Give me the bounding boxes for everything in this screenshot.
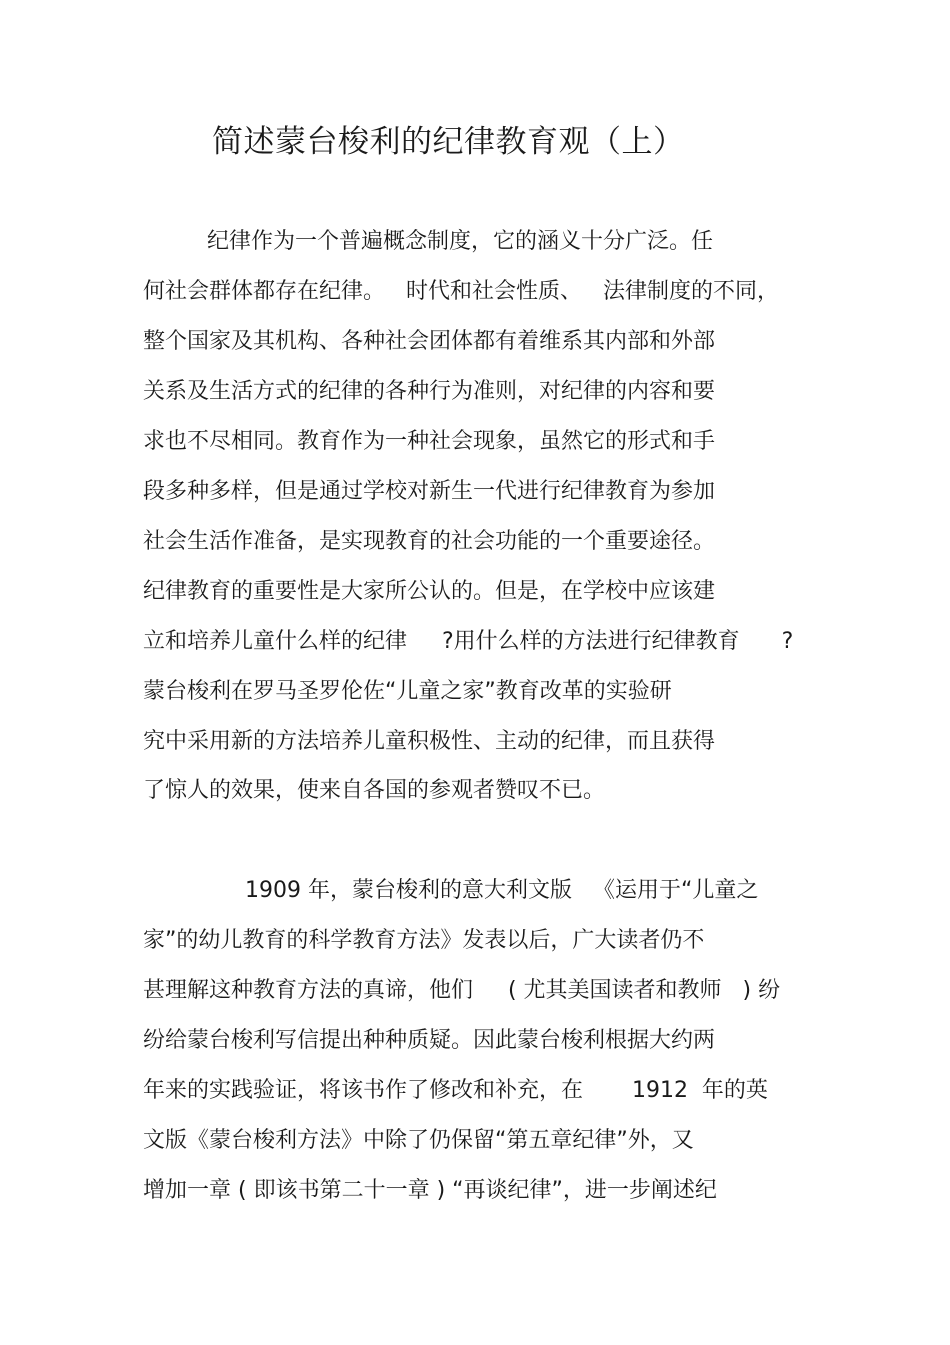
paragraph-2-line-3: 甚理解这种教育方法的真谛，他们 ( 尤其美国读者和教师 ) 纷 (143, 978, 781, 1003)
paragraph-2-line-5: 年来的实践验证，将该书作了修改和补充，在 1912 年的英 (143, 1078, 768, 1103)
paragraph-1-line-7: 社会生活作准备，是实现教育的社会功能的一个重要途径。 (143, 529, 716, 554)
paragraph-2-line-6: 文版《蒙台梭利方法》中除了仍保留“第五章纪律”外，又 (143, 1128, 694, 1153)
paragraph-1-line-12: 了惊人的效果，使来自各国的参观者赞叹不已。 (143, 778, 606, 803)
paragraph-1-line-11: 究中采用新的方法培养儿童积极性、主动的纪律，而且获得 (143, 729, 716, 754)
paragraph-1-line-8: 纪律教育的重要性是大家所公认的。但是，在学校中应该建 (143, 579, 716, 604)
paragraph-1-line-6: 段多种多样，但是通过学校对新生一代进行纪律教育为参加 (143, 479, 716, 504)
paragraph-2-line-1: 1909 年，蒙台梭利的意大利文版 《运用于“儿童之 (245, 878, 759, 903)
paragraph-1-line-3: 整个国家及其机构、各种社会团体都有着维系其内部和外部 (143, 329, 716, 354)
paragraph-1-line-9: 立和培养儿童什么样的纪律 ?用什么样的方法进行纪律教育 ? (143, 629, 794, 654)
paragraph-1-line-5: 求也不尽相同。教育作为一种社会现象，虽然它的形式和手 (143, 429, 716, 454)
paragraph-1-line-1: 纪律作为一个普遍概念制度，它的涵义十分广泛。任 (207, 229, 714, 254)
paragraph-1-line-2: 何社会群体都存在纪律。 时代和社会性质、 法律制度的不同， (143, 279, 779, 304)
paragraph-1-line-10: 蒙台梭利在罗马圣罗伦佐“儿童之家”教育改革的实验研 (143, 679, 672, 704)
paragraph-2-line-4: 纷给蒙台梭利写信提出种种质疑。因此蒙台梭利根据大约两 (143, 1028, 716, 1053)
paragraph-2-line-2: 家”的幼儿教育的科学教育方法》发表以后，广大读者仍不 (143, 928, 705, 953)
paragraph-1-line-4: 关系及生活方式的纪律的各种行为准则，对纪律的内容和要 (143, 379, 716, 404)
paragraph-2-line-7: 增加一章 ( 即该书第二十一章 ) “再谈纪律”，进一步阐述纪 (143, 1178, 717, 1203)
page-title: 简述蒙台梭利的纪律教育观（上） (212, 124, 685, 160)
